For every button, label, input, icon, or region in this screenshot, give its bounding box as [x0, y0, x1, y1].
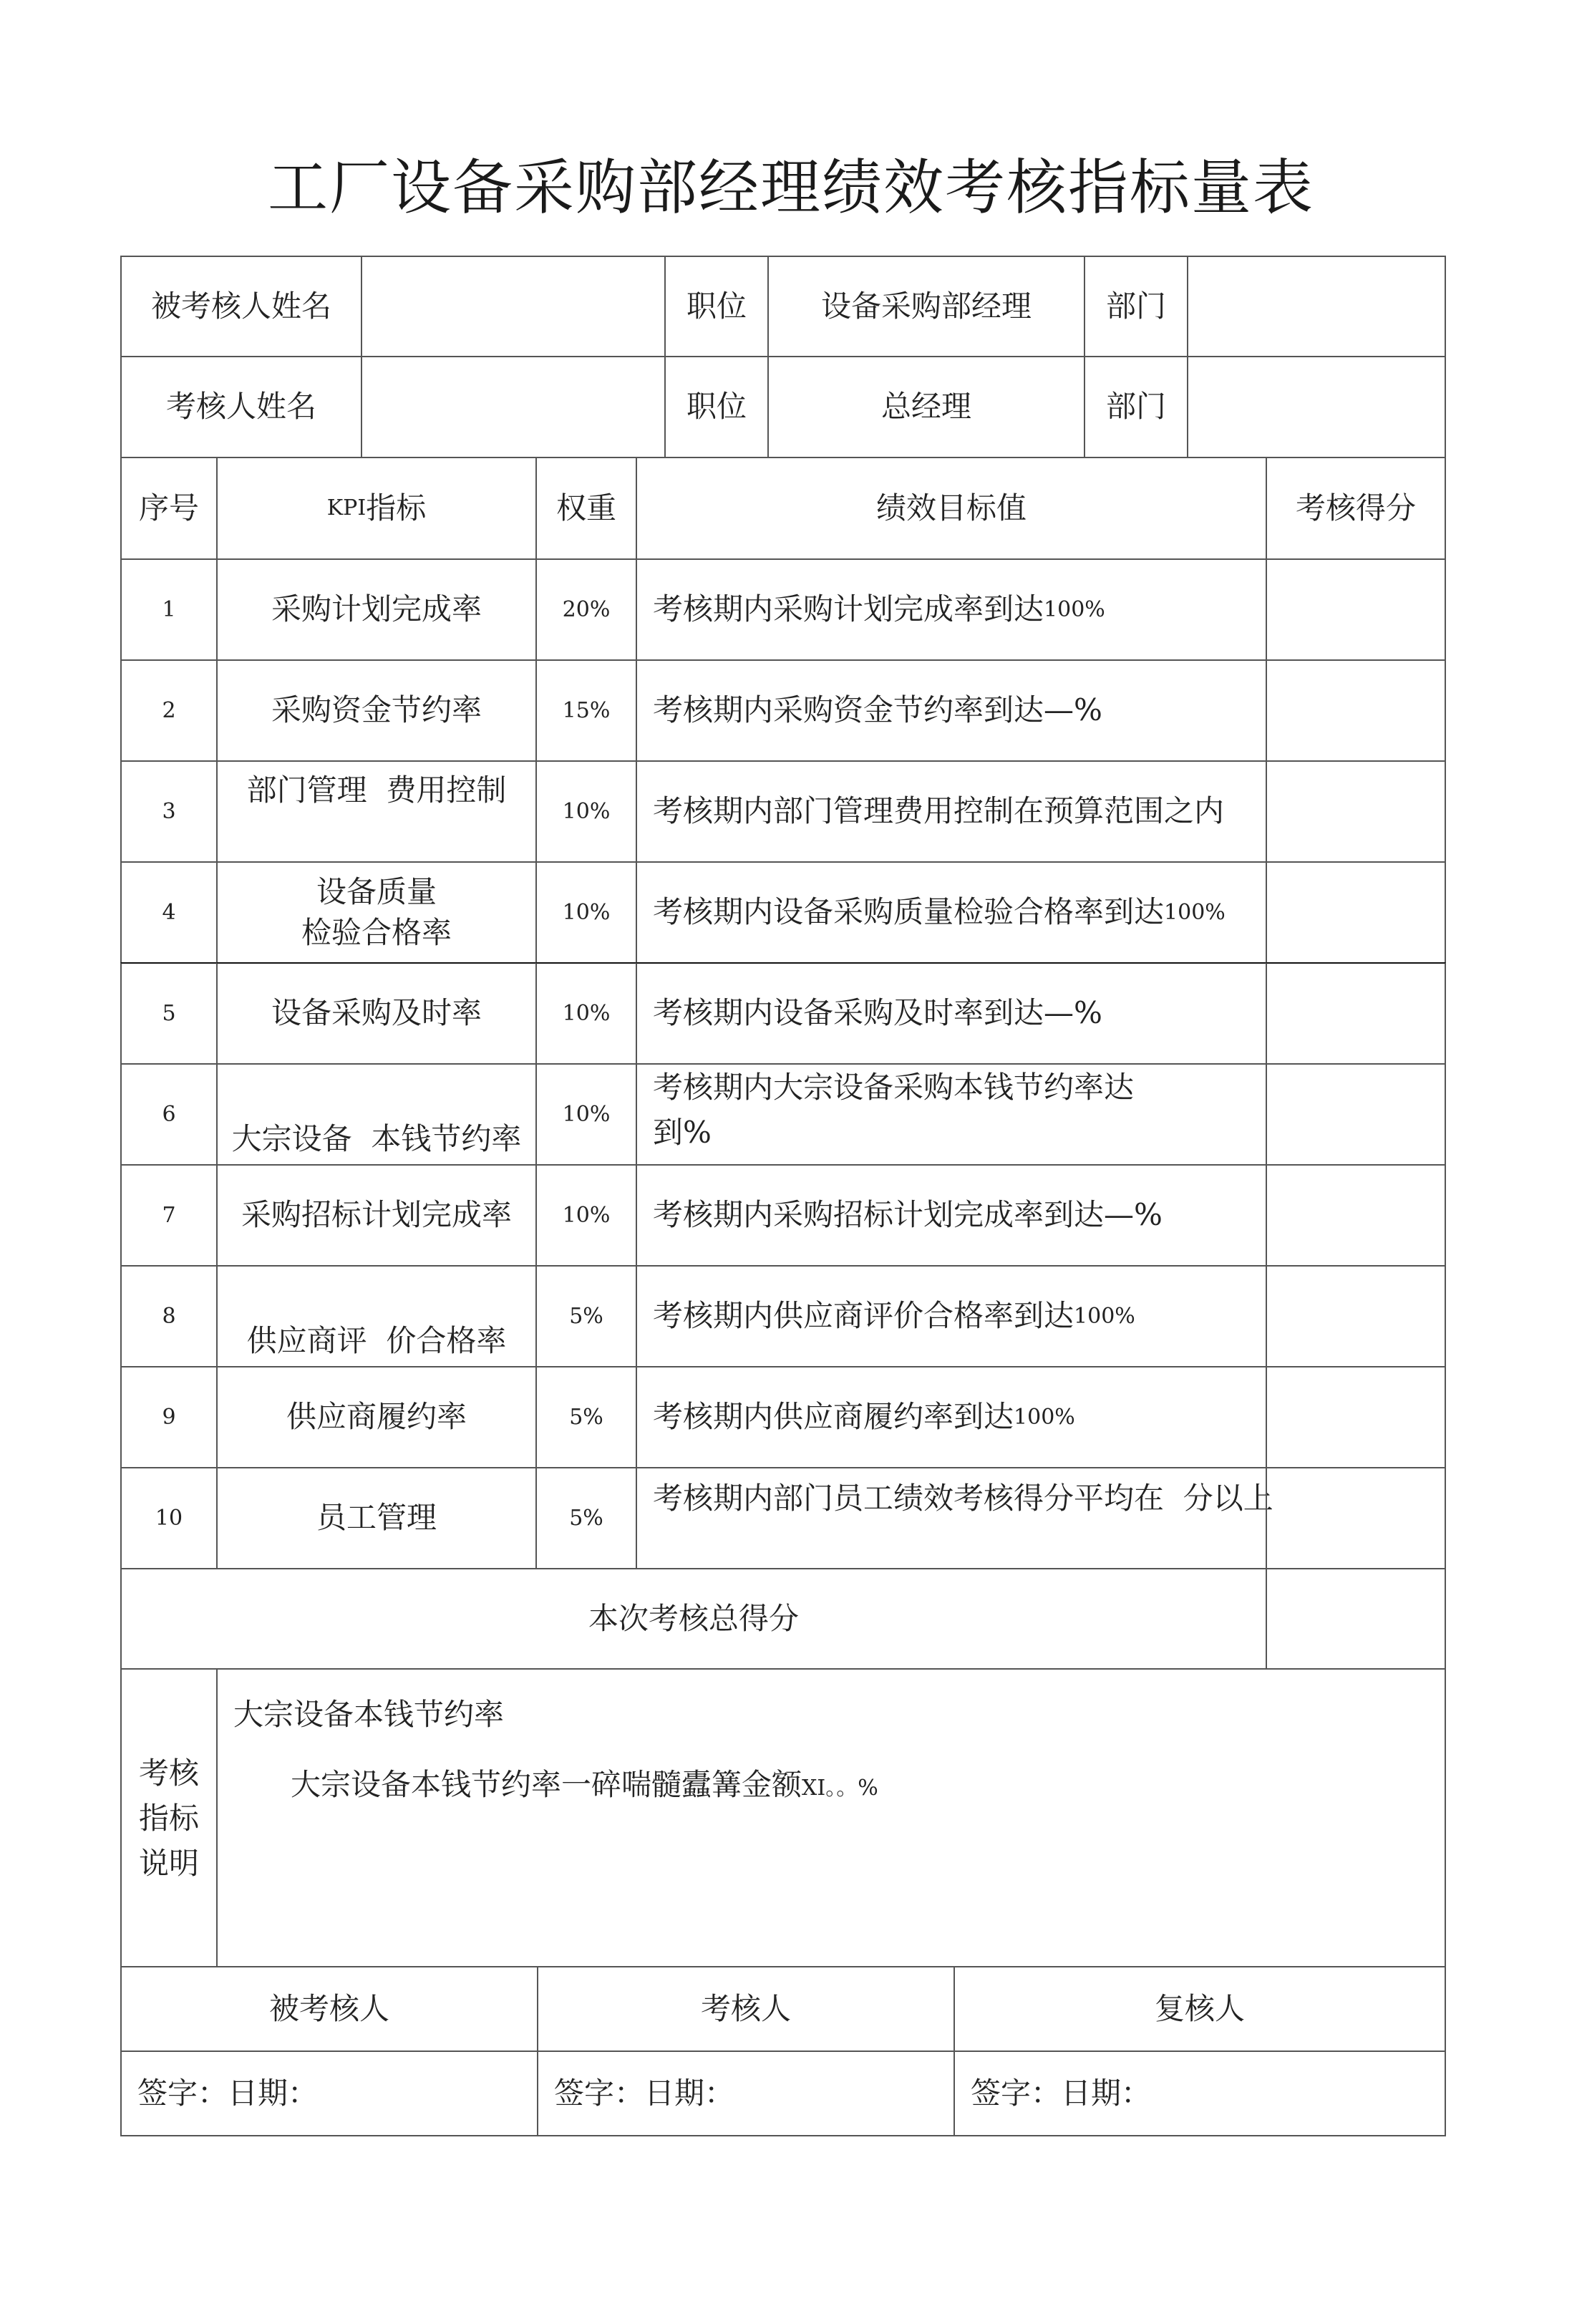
row-9-score[interactable]: [1266, 1366, 1446, 1468]
row-9-target: [636, 1366, 1267, 1468]
row-2-target: 考核期内采购资金节约率到达—%: [636, 659, 1267, 762]
row-1-target: [636, 558, 1267, 661]
assessee-dept-field[interactable]: [1187, 256, 1446, 357]
row-6-weight: 10%: [535, 1063, 637, 1166]
row-7-weight: 10%: [535, 1164, 637, 1267]
row-1-score[interactable]: [1266, 558, 1446, 661]
notes-heading: 大宗设备本钱节约率: [233, 1697, 505, 1732]
notes-formula-tail: XI。。%: [802, 1776, 878, 1801]
row-1-target-tail: 100%: [1044, 596, 1105, 622]
row-8-seq: 8: [120, 1265, 218, 1367]
row-8-target: [636, 1265, 1267, 1367]
row-6-seq: 6: [120, 1063, 218, 1166]
sign-assessee-label: 被考核人: [120, 1966, 538, 2052]
row-4-kpi-line1: 设备质量: [316, 873, 437, 909]
row-10-kpi: 员工管理: [216, 1467, 537, 1569]
row-7-kpi: 采购招标计划完成率: [216, 1164, 537, 1267]
row-6-kpi: 大宗设备 本钱节约率: [216, 1063, 537, 1166]
row-4-kpi: [216, 861, 537, 964]
row-3-target: 考核期内部门管理费用控制在预算范围之内: [636, 760, 1267, 863]
row-3-weight: 10%: [535, 760, 637, 863]
col-header-target: 绩效目标值: [636, 457, 1267, 560]
assessee-dept-label: 部门: [1084, 256, 1188, 357]
row-3-score[interactable]: [1266, 760, 1446, 863]
row-9-kpi: 供应商履约率: [216, 1366, 537, 1468]
col-header-weight: 权重: [535, 457, 637, 560]
sign-reviewer-field[interactable]: 签字：日期：: [953, 2051, 1446, 2136]
notes-content: [216, 1668, 1446, 1967]
row-2-seq: 2: [120, 659, 218, 762]
col-header-score: 考核得分: [1266, 457, 1446, 560]
row-5-kpi: 设备采购及时率: [216, 962, 537, 1065]
row-1-weight: 20%: [535, 558, 637, 661]
notes-formula-text: 大宗设备本钱节约率一碎喘髓蠹篝金额: [291, 1767, 802, 1802]
row-5-target: 考核期内设备采购及时率到达—%: [636, 962, 1267, 1065]
row-6-score[interactable]: [1266, 1063, 1446, 1166]
row-9-weight: 5%: [535, 1366, 637, 1468]
sign-assessor-field[interactable]: 签字：日期：: [537, 2051, 955, 2136]
row-8-target-text: 考核期内供应商评价合格率到达: [653, 1298, 1074, 1334]
sign-assessee-field[interactable]: 签字：日期：: [120, 2051, 538, 2136]
row-4-target: [636, 861, 1267, 964]
assessee-name-label: 被考核人姓名: [120, 256, 362, 357]
row-2-weight: 15%: [535, 659, 637, 762]
assessor-position-value: 总经理: [767, 356, 1085, 458]
row-10-score[interactable]: [1266, 1467, 1446, 1569]
row-6-target-line1: 考核期内大宗设备采购本钱节约率达: [653, 1070, 1135, 1105]
row-4-weight: 10%: [535, 861, 637, 964]
notes-formula: [291, 1761, 878, 1804]
notes-label-line3: 说明: [138, 1845, 199, 1881]
col-header-kpi: [216, 457, 537, 560]
sign-reviewer-label: 复核人: [953, 1966, 1446, 2052]
row-5-score[interactable]: [1266, 962, 1446, 1065]
assessor-position-label: 职位: [664, 356, 769, 458]
total-score-field[interactable]: [1266, 1568, 1446, 1670]
row-10-target: 考核期内部门员工绩效考核得分平均在 分以上: [636, 1467, 1267, 1569]
row-8-target-tail: 100%: [1074, 1303, 1135, 1329]
row-9-seq: 9: [120, 1366, 218, 1468]
row-10-seq: 10: [120, 1467, 218, 1569]
assessee-position-value: 设备采购部经理: [767, 256, 1085, 357]
row-6-target: [636, 1063, 1267, 1166]
row-4-kpi-line2: 检验合格率: [301, 914, 452, 950]
row-7-seq: 7: [120, 1164, 218, 1267]
row-8-score[interactable]: [1266, 1265, 1446, 1367]
page-title: 工厂设备采购部经理绩效考核指标量表: [267, 152, 1314, 223]
assessee-name-field[interactable]: [361, 256, 666, 357]
row-4-target-tail: 100%: [1164, 899, 1226, 925]
row-4-target-text: 考核期内设备采购质量检验合格率到达: [653, 894, 1165, 930]
row-3-seq: 3: [120, 760, 218, 863]
row-9-target-tail: 100%: [1014, 1404, 1075, 1430]
notes-label: [120, 1668, 218, 1967]
row-3-kpi: 部门管理 费用控制: [216, 760, 537, 863]
row-10-weight: 5%: [535, 1467, 637, 1569]
row-8-weight: 5%: [535, 1265, 637, 1367]
row-8-kpi: 供应商评 价合格率: [216, 1265, 537, 1367]
assessor-name-label: 考核人姓名: [120, 356, 362, 458]
row-2-score[interactable]: [1266, 659, 1446, 762]
row-1-kpi: 采购计划完成率: [216, 558, 537, 661]
notes-label-line2: 指标: [138, 1800, 199, 1836]
row-6-target-line2: 到%: [653, 1115, 712, 1150]
row-5-seq: 5: [120, 962, 218, 1065]
col-header-seq: 序号: [120, 457, 218, 560]
row-2-kpi: 采购资金节约率: [216, 659, 537, 762]
row-4-score[interactable]: [1266, 861, 1446, 964]
row-7-score[interactable]: [1266, 1164, 1446, 1267]
row-1-seq: 1: [120, 558, 218, 661]
row-1-target-text: 考核期内采购计划完成率到达: [653, 591, 1044, 627]
assessor-dept-field[interactable]: [1187, 356, 1446, 458]
kpi-prefix: KPI: [326, 495, 367, 521]
assessee-position-label: 职位: [664, 256, 769, 357]
row-9-target-text: 考核期内供应商履约率到达: [653, 1399, 1014, 1435]
row-5-weight: 10%: [535, 962, 637, 1065]
assessor-name-field[interactable]: [361, 356, 666, 458]
sign-assessor-label: 考核人: [537, 1966, 955, 2052]
notes-label-line1: 考核: [138, 1755, 199, 1791]
row-4-seq: 4: [120, 861, 218, 964]
kpi-suffix: 指标: [366, 490, 427, 526]
total-score-label: 本次考核总得分: [120, 1568, 1267, 1670]
row-7-target: 考核期内采购招标计划完成率到达—%: [636, 1164, 1267, 1267]
assessor-dept-label: 部门: [1084, 356, 1188, 458]
